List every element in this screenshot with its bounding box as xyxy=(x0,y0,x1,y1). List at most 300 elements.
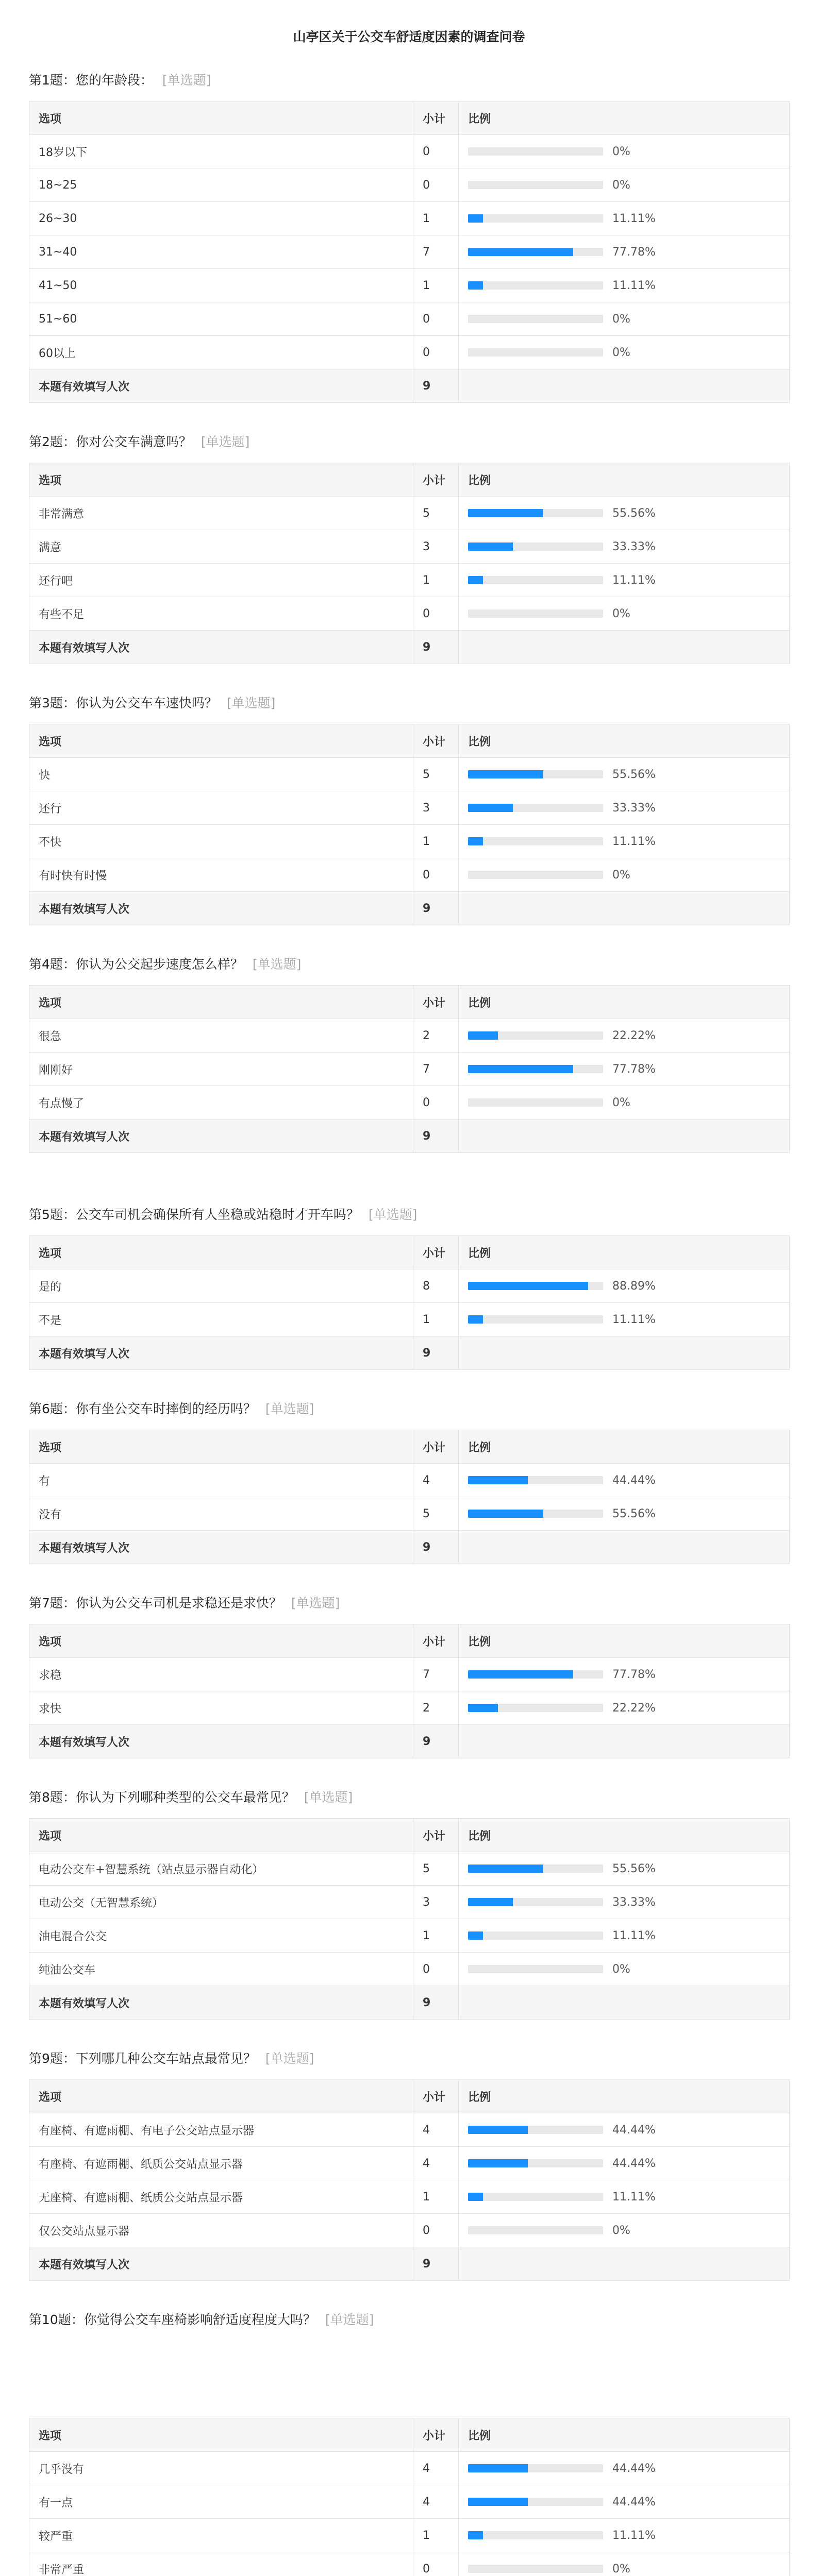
progress-bar-track xyxy=(468,770,603,778)
total-count: 9 xyxy=(413,1336,459,1370)
option-ratio xyxy=(459,858,790,892)
ratio-bar-group xyxy=(468,540,789,553)
table-row xyxy=(29,168,790,202)
table-row xyxy=(29,1303,790,1336)
option-count: 7 xyxy=(413,235,459,269)
question-block xyxy=(29,1787,789,2020)
progress-bar-fill xyxy=(468,248,573,256)
option-count: 4 xyxy=(413,2485,459,2519)
header-ratio: 比例 xyxy=(459,1819,790,1852)
option-ratio xyxy=(459,1691,790,1725)
total-label: 本题有效填写人次 xyxy=(29,1531,413,1564)
option-label: 满意 xyxy=(29,530,413,564)
percent-label: 0% xyxy=(612,2224,630,2237)
table-row xyxy=(29,1691,790,1725)
question-label: 第3题：你认为公交车车速快吗？ xyxy=(29,696,218,710)
option-ratio xyxy=(459,2180,790,2214)
question-title xyxy=(29,1205,789,1225)
ratio-bar-group xyxy=(468,2496,789,2509)
option-ratio xyxy=(459,2214,790,2247)
percent-label: 88.89% xyxy=(612,1279,656,1293)
header-ratio: 比例 xyxy=(459,1430,790,1464)
progress-bar-fill xyxy=(468,770,543,778)
progress-bar-track xyxy=(468,2565,603,2573)
total-label: 本题有效填写人次 xyxy=(29,2247,413,2281)
option-ratio xyxy=(459,135,790,168)
progress-bar-track xyxy=(468,2193,603,2201)
ratio-bar-group xyxy=(468,1507,789,1520)
header-ratio: 比例 xyxy=(459,724,790,758)
question-block xyxy=(29,70,789,403)
percent-label: 0% xyxy=(612,346,630,359)
option-count: 5 xyxy=(413,758,459,791)
progress-bar-track xyxy=(468,2498,603,2506)
ratio-bar-group xyxy=(468,2124,789,2137)
progress-bar-track xyxy=(468,1098,603,1107)
progress-bar-track xyxy=(468,1965,603,1973)
table-row xyxy=(29,269,790,302)
ratio-bar-group xyxy=(468,1280,789,1293)
progress-bar-track xyxy=(468,837,603,845)
header-count: 小计 xyxy=(413,2080,459,2113)
question-type: [单选题] xyxy=(162,73,211,88)
question-block xyxy=(29,954,789,1153)
option-ratio xyxy=(459,2552,790,2576)
percent-label: 44.44% xyxy=(612,2495,656,2509)
progress-bar-track xyxy=(468,1315,603,1324)
option-count: 8 xyxy=(413,1269,459,1303)
option-label: 仅公交站点显示器 xyxy=(29,2214,413,2247)
progress-bar-track xyxy=(468,1865,603,1873)
results-table xyxy=(29,1818,790,2020)
progress-bar-fill xyxy=(468,576,483,584)
percent-label: 11.11% xyxy=(612,1929,656,1942)
ratio-bar-group xyxy=(468,279,789,292)
total-empty-cell xyxy=(459,369,790,403)
option-ratio xyxy=(459,336,790,369)
percent-label: 0% xyxy=(612,312,630,326)
progress-bar-fill xyxy=(468,1282,588,1290)
total-row xyxy=(29,1531,790,1564)
question-label: 第5题：公交车司机会确保所有人坐稳或站稳时才开车吗？ xyxy=(29,1207,359,1222)
progress-bar-fill xyxy=(468,2498,528,2506)
results-table xyxy=(29,724,790,925)
total-row xyxy=(29,631,790,664)
table-row xyxy=(29,2519,790,2552)
option-label: 不快 xyxy=(29,825,413,858)
ratio-bar-group xyxy=(468,1313,789,1326)
option-label: 求稳 xyxy=(29,1658,413,1691)
table-row xyxy=(29,791,790,825)
percent-label: 44.44% xyxy=(612,2157,656,2170)
option-count: 1 xyxy=(413,269,459,302)
option-ratio xyxy=(459,235,790,269)
option-count: 0 xyxy=(413,302,459,336)
option-ratio xyxy=(459,269,790,302)
percent-label: 22.22% xyxy=(612,1029,656,1042)
total-row xyxy=(29,369,790,403)
progress-bar-track xyxy=(468,214,603,223)
percent-label: 44.44% xyxy=(612,1473,656,1487)
ratio-bar-group xyxy=(468,1063,789,1076)
table-row xyxy=(29,1919,790,1953)
option-ratio xyxy=(459,1886,790,1919)
option-ratio xyxy=(459,302,790,336)
option-count: 1 xyxy=(413,1919,459,1953)
progress-bar-track xyxy=(468,1704,603,1712)
table-row xyxy=(29,1464,790,1497)
ratio-bar-group xyxy=(468,179,789,192)
progress-bar-track xyxy=(468,1931,603,1940)
table-row xyxy=(29,1953,790,1986)
progress-bar-fill xyxy=(468,1865,543,1873)
progress-bar-track xyxy=(468,1670,603,1679)
option-label: 有 xyxy=(29,1464,413,1497)
table-row xyxy=(29,235,790,269)
percent-label: 11.11% xyxy=(612,835,656,848)
header-ratio: 比例 xyxy=(459,463,790,497)
option-ratio xyxy=(459,564,790,597)
option-ratio xyxy=(459,1053,790,1086)
option-count: 7 xyxy=(413,1658,459,1691)
table-row xyxy=(29,1053,790,1086)
option-count: 4 xyxy=(413,2452,459,2485)
question-label: 第9题：下列哪几种公交车站点最常见？ xyxy=(29,2051,256,2066)
option-label: 电动公交（无智慧系统） xyxy=(29,1886,413,1919)
question-type: [单选题] xyxy=(201,434,250,449)
percent-label: 11.11% xyxy=(612,573,656,587)
ratio-bar-group xyxy=(468,802,789,815)
option-ratio xyxy=(459,1303,790,1336)
question-label: 第7题：你认为公交车司机是求稳还是求快？ xyxy=(29,1596,282,1611)
ratio-bar-group xyxy=(468,607,789,620)
option-count: 0 xyxy=(413,135,459,168)
table-row xyxy=(29,530,790,564)
question-type: [单选题] xyxy=(226,696,276,710)
question-label: 第4题：你认为公交起步速度怎么样？ xyxy=(29,957,243,972)
question-label: 第10题：你觉得公交车座椅影响舒适度程度大吗？ xyxy=(29,2312,316,2327)
total-row xyxy=(29,1725,790,1758)
option-count: 5 xyxy=(413,1497,459,1531)
option-ratio xyxy=(459,1919,790,1953)
option-label: 纯油公交车 xyxy=(29,1953,413,1986)
table-row xyxy=(29,1497,790,1531)
option-count: 5 xyxy=(413,497,459,530)
ratio-bar-group xyxy=(468,2191,789,2204)
progress-bar-track xyxy=(468,281,603,290)
progress-bar-track xyxy=(468,1282,603,1290)
progress-bar-track xyxy=(468,2464,603,2472)
option-count: 2 xyxy=(413,1019,459,1053)
table-header-row xyxy=(29,2080,790,2113)
option-count: 1 xyxy=(413,564,459,597)
option-ratio xyxy=(459,1269,790,1303)
total-count: 9 xyxy=(413,892,459,925)
progress-bar-track xyxy=(468,804,603,812)
ratio-bar-group xyxy=(468,313,789,326)
option-count: 4 xyxy=(413,1464,459,1497)
table-row xyxy=(29,497,790,530)
option-ratio xyxy=(459,2113,790,2147)
option-count: 4 xyxy=(413,2147,459,2180)
results-table xyxy=(29,463,790,664)
results-table xyxy=(29,2418,790,2576)
header-option: 选项 xyxy=(29,1624,413,1658)
option-label: 很急 xyxy=(29,1019,413,1053)
percent-label: 55.56% xyxy=(612,1862,656,1875)
question-block xyxy=(29,432,789,664)
table-row xyxy=(29,2180,790,2214)
progress-bar-fill xyxy=(468,1931,483,1940)
table-header-row xyxy=(29,101,790,135)
ratio-bar-group xyxy=(468,507,789,520)
table-header-row xyxy=(29,1430,790,1464)
progress-bar-track xyxy=(468,248,603,256)
table-row xyxy=(29,858,790,892)
option-label: 几乎没有 xyxy=(29,2452,413,2485)
progress-bar-fill xyxy=(468,1510,543,1518)
ratio-bar-group xyxy=(468,574,789,587)
progress-bar-fill xyxy=(468,281,483,290)
header-count: 小计 xyxy=(413,1624,459,1658)
question-title xyxy=(29,70,789,91)
table-header-row xyxy=(29,463,790,497)
option-label: 油电混合公交 xyxy=(29,1919,413,1953)
question-label: 第1题：您的年龄段： xyxy=(29,73,153,88)
option-ratio xyxy=(459,791,790,825)
option-label: 非常严重 xyxy=(29,2552,413,2576)
option-count: 0 xyxy=(413,2214,459,2247)
question-block xyxy=(29,1399,789,1564)
option-ratio xyxy=(459,1658,790,1691)
header-count: 小计 xyxy=(413,463,459,497)
option-label: 没有 xyxy=(29,1497,413,1531)
table-row xyxy=(29,1658,790,1691)
table-header-row xyxy=(29,1236,790,1269)
progress-bar-track xyxy=(468,576,603,584)
option-count: 0 xyxy=(413,858,459,892)
progress-bar-track xyxy=(468,543,603,551)
progress-bar-track xyxy=(468,348,603,357)
option-ratio xyxy=(459,497,790,530)
table-row xyxy=(29,2113,790,2147)
question-title xyxy=(29,954,789,975)
table-row xyxy=(29,336,790,369)
total-empty-cell xyxy=(459,1986,790,2020)
header-ratio: 比例 xyxy=(459,2418,790,2452)
ratio-bar-group xyxy=(468,1668,789,1681)
progress-bar-fill xyxy=(468,837,483,845)
option-ratio xyxy=(459,1464,790,1497)
ratio-bar-group xyxy=(468,212,789,225)
ratio-bar-group xyxy=(468,145,789,158)
percent-label: 0% xyxy=(612,868,630,882)
option-count: 1 xyxy=(413,2180,459,2214)
total-empty-cell xyxy=(459,1725,790,1758)
question-block xyxy=(29,693,789,925)
ratio-bar-group xyxy=(468,835,789,848)
table-row xyxy=(29,1886,790,1919)
option-count: 3 xyxy=(413,530,459,564)
option-label: 求快 xyxy=(29,1691,413,1725)
progress-bar-fill xyxy=(468,1704,498,1712)
option-count: 1 xyxy=(413,202,459,235)
total-empty-cell xyxy=(459,1336,790,1370)
question-title xyxy=(29,1787,789,1808)
option-ratio xyxy=(459,168,790,202)
progress-bar-fill xyxy=(468,2531,483,2539)
header-ratio: 比例 xyxy=(459,1624,790,1658)
option-count: 3 xyxy=(413,1886,459,1919)
percent-label: 22.22% xyxy=(612,1701,656,1715)
total-row xyxy=(29,892,790,925)
header-count: 小计 xyxy=(413,2418,459,2452)
option-ratio xyxy=(459,1019,790,1053)
question-type: [单选题] xyxy=(265,2051,314,2066)
progress-bar-track xyxy=(468,147,603,156)
header-option: 选项 xyxy=(29,1236,413,1269)
header-option: 选项 xyxy=(29,986,413,1019)
option-label: 有点慢了 xyxy=(29,1086,413,1120)
question-block xyxy=(29,2310,789,2576)
table-row xyxy=(29,135,790,168)
progress-bar-fill xyxy=(468,1031,498,1040)
header-count: 小计 xyxy=(413,1236,459,1269)
percent-label: 0% xyxy=(612,1962,630,1976)
progress-bar-fill xyxy=(468,1476,528,1484)
percent-label: 33.33% xyxy=(612,801,656,815)
question-type: [单选题] xyxy=(368,1207,418,1222)
table-header-row xyxy=(29,1624,790,1658)
ratio-bar-group xyxy=(468,346,789,359)
option-count: 0 xyxy=(413,336,459,369)
option-label: 26~30 xyxy=(29,202,413,235)
results-table xyxy=(29,1430,790,1564)
progress-bar-track xyxy=(468,509,603,517)
progress-bar-fill xyxy=(468,1315,483,1324)
progress-bar-fill xyxy=(468,509,543,517)
results-table xyxy=(29,2079,790,2281)
percent-label: 55.56% xyxy=(612,506,656,520)
ratio-bar-group xyxy=(468,246,789,259)
total-empty-cell xyxy=(459,1120,790,1153)
option-label: 31~40 xyxy=(29,235,413,269)
question-type: [单选题] xyxy=(291,1596,340,1611)
total-row xyxy=(29,1986,790,2020)
table-row xyxy=(29,2552,790,2576)
total-label: 本题有效填写人次 xyxy=(29,892,413,925)
option-label: 还行吧 xyxy=(29,564,413,597)
option-label: 有时快有时慢 xyxy=(29,858,413,892)
table-header-row xyxy=(29,1819,790,1852)
total-row xyxy=(29,2247,790,2281)
percent-label: 11.11% xyxy=(612,279,656,292)
ratio-bar-group xyxy=(468,2462,789,2475)
option-ratio xyxy=(459,1086,790,1120)
total-label: 本题有效填写人次 xyxy=(29,1120,413,1153)
table-row xyxy=(29,1086,790,1120)
total-empty-cell xyxy=(459,1531,790,1564)
question-title xyxy=(29,2048,789,2069)
table-row xyxy=(29,302,790,336)
header-option: 选项 xyxy=(29,724,413,758)
total-count: 9 xyxy=(413,2247,459,2281)
progress-bar-fill xyxy=(468,1670,573,1679)
option-ratio xyxy=(459,1497,790,1531)
option-ratio xyxy=(459,202,790,235)
percent-label: 0% xyxy=(612,145,630,158)
header-ratio: 比例 xyxy=(459,101,790,135)
progress-bar-track xyxy=(468,1031,603,1040)
table-row xyxy=(29,1852,790,1886)
total-row xyxy=(29,1120,790,1153)
total-count: 9 xyxy=(413,1120,459,1153)
results-table xyxy=(29,1235,790,1370)
option-count: 4 xyxy=(413,2113,459,2147)
option-label: 不是 xyxy=(29,1303,413,1336)
ratio-bar-group xyxy=(468,1029,789,1042)
option-count: 0 xyxy=(413,168,459,202)
option-count: 2 xyxy=(413,1691,459,1725)
option-ratio xyxy=(459,530,790,564)
table-row xyxy=(29,597,790,631)
percent-label: 0% xyxy=(612,1096,630,1109)
question-type: [单选题] xyxy=(304,1790,353,1805)
page-title: 山亭区关于公交车舒适度因素的调查问卷 xyxy=(293,29,525,44)
total-empty-cell xyxy=(459,631,790,664)
ratio-bar-group xyxy=(468,2224,789,2237)
total-count: 9 xyxy=(413,1725,459,1758)
table-row xyxy=(29,1019,790,1053)
option-label: 是的 xyxy=(29,1269,413,1303)
option-ratio xyxy=(459,758,790,791)
option-ratio xyxy=(459,2519,790,2552)
ratio-bar-group xyxy=(468,1474,789,1487)
question-block xyxy=(29,2048,789,2281)
progress-bar-fill xyxy=(468,2126,528,2134)
question-title xyxy=(29,432,789,452)
question-list xyxy=(29,70,789,2576)
progress-bar-fill xyxy=(468,2464,528,2472)
ratio-bar-group xyxy=(468,1896,789,1909)
option-count: 1 xyxy=(413,2519,459,2552)
option-count: 1 xyxy=(413,825,459,858)
percent-label: 33.33% xyxy=(612,540,656,553)
table-row xyxy=(29,2452,790,2485)
option-count: 0 xyxy=(413,1086,459,1120)
percent-label: 44.44% xyxy=(612,2462,656,2475)
progress-bar-track xyxy=(468,2126,603,2134)
percent-label: 0% xyxy=(612,2562,630,2575)
percent-label: 77.78% xyxy=(612,1668,656,1681)
option-label: 快 xyxy=(29,758,413,791)
percent-label: 55.56% xyxy=(612,768,656,781)
header-option: 选项 xyxy=(29,1819,413,1852)
header-option: 选项 xyxy=(29,101,413,135)
results-table xyxy=(29,1624,790,1758)
progress-bar-track xyxy=(468,871,603,879)
ratio-bar-group xyxy=(468,1702,789,1715)
percent-label: 33.33% xyxy=(612,1895,656,1909)
total-count: 9 xyxy=(413,1531,459,1564)
progress-bar-fill xyxy=(468,214,483,223)
question-title xyxy=(29,1593,789,1614)
option-count: 5 xyxy=(413,1852,459,1886)
option-ratio xyxy=(459,2485,790,2519)
progress-bar-track xyxy=(468,1476,603,1484)
percent-label: 11.11% xyxy=(612,1313,656,1326)
table-row xyxy=(29,825,790,858)
